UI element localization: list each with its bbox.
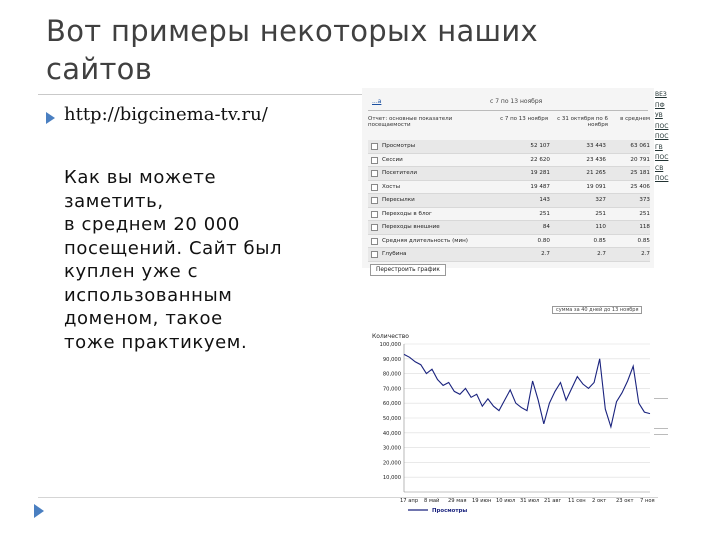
slide-title: Вот примеры некоторых наших сайтов	[46, 14, 538, 86]
row-value: 143	[539, 197, 550, 203]
row-value: 19 281	[530, 170, 550, 176]
body-line: куплен уже с	[64, 261, 199, 282]
x-tick-label: 8 май	[424, 498, 440, 504]
row-checkbox[interactable]	[371, 143, 378, 150]
row-value: 20 791	[630, 156, 650, 163]
row-checkbox[interactable]	[371, 224, 378, 231]
stats-table	[368, 140, 650, 262]
table-row	[368, 221, 650, 235]
series-line-0	[404, 354, 650, 427]
row-label: Глубина	[382, 251, 407, 257]
row-value: 110	[595, 224, 606, 230]
row-value: 23 436	[586, 156, 606, 163]
row-value: 63 061	[630, 143, 650, 149]
footer-divider	[38, 497, 658, 498]
row-value: 22 620	[530, 156, 550, 163]
row-value: 2.7	[641, 251, 650, 257]
table-row	[368, 208, 650, 222]
tab-prev[interactable]: ...а	[372, 98, 382, 105]
site-link[interactable]: http://bigcinema-tv.ru/	[64, 104, 268, 125]
table-header	[368, 112, 648, 140]
side-dash	[654, 398, 668, 399]
body-line: в среднем 20 000	[64, 214, 240, 235]
body-line: Как вы можете	[64, 167, 217, 188]
x-tick-label: 7 ноя	[640, 498, 655, 504]
x-tick-label: 29 мая	[448, 498, 467, 504]
y-tick-label: 100,000	[379, 342, 401, 348]
x-tick-label: 10 июл	[496, 498, 516, 504]
table-row	[368, 167, 650, 181]
row-value: 373	[639, 197, 650, 203]
row-label: Просмотры	[382, 143, 416, 149]
stats-table-panel	[362, 88, 654, 268]
x-tick-label: 31 июл	[520, 498, 540, 504]
x-tick-label: 11 сен	[568, 498, 586, 504]
period-button[interactable]: сумма за 40 дней до 13 ноября	[552, 306, 642, 314]
x-tick-label: 21 авг	[544, 498, 562, 504]
body-line: заметить,	[64, 190, 164, 212]
tab-bar	[368, 96, 648, 111]
row-value: 327	[595, 197, 606, 203]
row-value: 19 487	[530, 183, 550, 190]
body-line: использованным	[64, 284, 233, 306]
side-link[interactable]: ВЕЗ	[655, 91, 667, 98]
body-text	[64, 166, 364, 354]
header-col2: с 31 октября по 6 ноября	[557, 116, 608, 128]
y-tick-label: 10,000	[382, 475, 401, 482]
row-label: Средняя длительность (мин)	[382, 237, 468, 244]
table-row	[368, 194, 650, 208]
table-row	[368, 248, 650, 262]
x-tick-label: 19 июн	[472, 498, 492, 504]
bullet-arrow-icon	[46, 112, 55, 124]
row-value: 0.80	[537, 237, 550, 244]
body-line: доменом, такое	[64, 308, 223, 329]
y-tick-label: 20,000	[382, 460, 401, 467]
side-link[interactable]: ГВ	[655, 143, 663, 151]
y-tick-label: 40,000	[382, 430, 401, 437]
row-checkbox[interactable]	[371, 184, 378, 191]
row-value: 33 443	[586, 143, 606, 149]
header-col1: с 7 по 13 ноября	[500, 116, 548, 122]
row-label: Хосты	[382, 183, 401, 190]
row-checkbox[interactable]	[371, 197, 378, 204]
table-row	[368, 181, 650, 195]
rebuild-graph-button[interactable]: Перестроить график	[370, 264, 446, 276]
side-link[interactable]: ПОС	[655, 122, 669, 130]
row-value: 0.85	[593, 237, 606, 244]
header-report: Отчет: основные показатели посещаемости	[368, 116, 453, 128]
row-value: 25 181	[630, 170, 650, 176]
row-value: 251	[639, 210, 650, 217]
y-tick-label: 60,000	[382, 401, 401, 408]
side-link[interactable]: ПОС	[655, 133, 669, 140]
table-row	[368, 140, 650, 154]
x-tick-label: 17 апр	[400, 498, 419, 504]
header-col3: в среднем	[620, 116, 650, 122]
row-value: 84	[542, 224, 550, 230]
body-line: тоже практикуем.	[64, 331, 248, 353]
legend-label: Просмотры	[432, 508, 468, 514]
side-dash	[654, 428, 668, 429]
row-value: 19 091	[586, 183, 606, 190]
row-label: Пересылки	[382, 197, 415, 203]
visits-line-chart	[368, 330, 658, 514]
side-link[interactable]: СВ	[655, 164, 664, 172]
row-value: 52 107	[530, 143, 550, 149]
side-link[interactable]: УВ	[655, 112, 663, 119]
y-tick-label: 30,000	[382, 445, 401, 452]
row-value: 21 265	[586, 170, 606, 176]
tab-current-period[interactable]: с 7 по 13 ноября	[490, 98, 543, 105]
row-value: 25 406	[630, 183, 650, 190]
x-tick-label: 23 окт	[616, 498, 634, 504]
side-link[interactable]: ПФ	[655, 101, 665, 109]
y-tick-label: 80,000	[382, 371, 401, 378]
y-tick-label: 70,000	[382, 386, 401, 393]
row-label: Сессии	[382, 156, 403, 163]
row-checkbox[interactable]	[371, 251, 378, 258]
next-slide-arrow-icon[interactable]	[34, 504, 44, 518]
body-line: посещений. Сайт был	[64, 237, 283, 259]
row-label: Посетители	[382, 170, 417, 176]
side-link[interactable]: ПОС	[655, 154, 669, 161]
table-row	[368, 154, 650, 168]
row-label: Переходы внешние	[382, 224, 440, 230]
y-tick-label: 90,000	[382, 356, 401, 363]
row-value: 118	[639, 224, 650, 230]
row-value: 2.7	[541, 251, 550, 257]
row-checkbox[interactable]	[371, 157, 378, 164]
row-value: 251	[595, 210, 606, 217]
y-axis-label: Количество	[372, 333, 409, 340]
x-tick-label: 2 окт	[592, 498, 607, 504]
row-value: 0.85	[637, 237, 650, 244]
row-label: Переходы в блог	[382, 210, 432, 217]
side-dash	[654, 434, 668, 435]
table-row	[368, 235, 650, 249]
side-link[interactable]: ПОС	[655, 175, 669, 182]
row-value: 251	[539, 210, 550, 217]
stats-screenshot	[362, 84, 669, 514]
y-tick-label: 50,000	[382, 416, 401, 422]
row-value: 2.7	[597, 251, 606, 257]
row-checkbox[interactable]	[371, 238, 378, 245]
side-links	[655, 90, 669, 185]
row-checkbox[interactable]	[371, 211, 378, 218]
row-checkbox[interactable]	[371, 170, 378, 177]
